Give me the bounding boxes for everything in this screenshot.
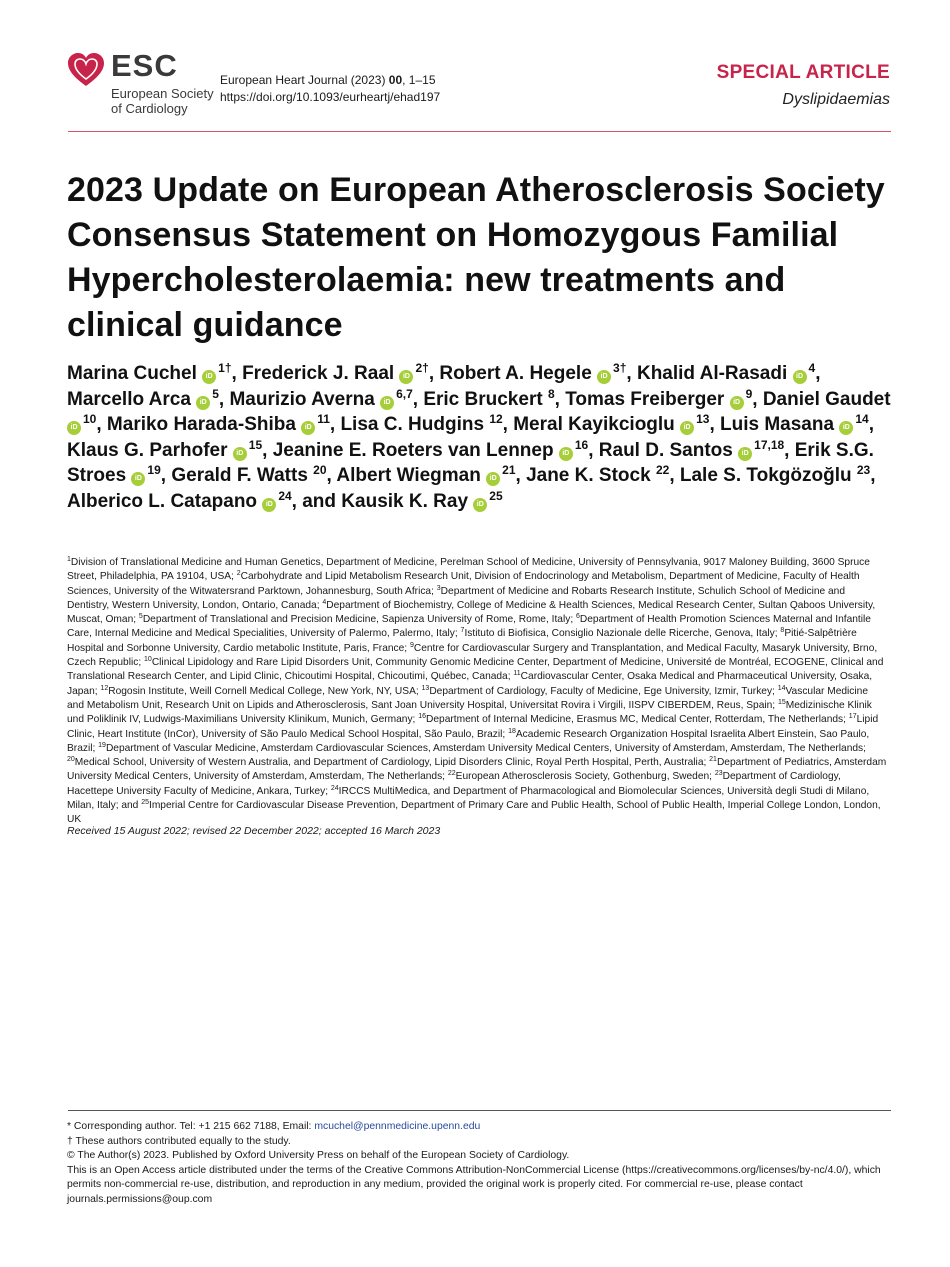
affiliation-text: Medizinische Klinik und Poliklinik IV, Ludwigs-Maximilians University Klinikum, Munich, Germany; — [67, 699, 872, 726]
received-dates: Received 15 August 2022; revised 22 December 2022; accepted 16 March 2023 — [67, 825, 441, 837]
orcid-icon[interactable]: iD — [559, 447, 573, 461]
esc-heart-logo-icon — [67, 52, 105, 88]
affiliation-text: Istituto di Biofisica, Consiglio Nazionale delle Ricerche, Genova, Italy; — [464, 628, 781, 640]
affiliation-text: Rogosin Institute, Weill Cornell Medical College, New York, NY, USA; — [108, 685, 422, 697]
affiliation-number: 21 — [709, 756, 717, 764]
affiliation-number: 13 — [421, 684, 430, 692]
affiliation-number: 9 — [409, 641, 414, 649]
affiliation-text: Department of Cardiology, Faculty of Medicine, Ege University, Izmir, Turkey; — [429, 685, 778, 697]
author-affiliation-marker: 13 — [696, 412, 710, 426]
affiliation-number: 3 — [436, 584, 441, 592]
header-divider — [68, 131, 891, 132]
affiliation-number: 8 — [780, 627, 785, 635]
author-affiliation-marker: 25 — [489, 488, 503, 503]
affiliation-text: Carbohydrate and Lipid Metabolism Research Unit, Division of Endocrinology and Metabolism, Department of Medicine, Faculty of Health Sciences, University of the Witwatersrand Parktown, Johannesburg, South Africa; — [67, 571, 860, 597]
author-entry: Tomas Freiberger $iD^9$, — [565, 386, 763, 410]
author-name: Marina Cuchel — [67, 363, 203, 384]
affiliation-text: Vascular Medicine and Metabolism Unit, Research Unit on Lipids and Atherosclerosis, Sant Joan University Hospital, Universitat Rovira i Virgili, IISPV CIBERDEM, Reus, Spain; — [67, 685, 868, 711]
author-name: Klaus G. Parhofer — [67, 439, 233, 461]
equal-contribution-note: † These authors contributed equally to the study. — [67, 1135, 291, 1147]
author-name: Jeanine E. Roeters van Lennep — [272, 439, 559, 461]
author-entry: Daniel Gaudet $iD^{10}$, — [67, 389, 891, 436]
orcid-icon[interactable]: iD — [730, 396, 744, 410]
author-affiliation-marker: 3† — [613, 361, 627, 375]
orcid-icon[interactable]: iD — [793, 370, 807, 384]
author-name: Khalid Al-Rasadi — [636, 363, 793, 384]
author-name: Luis Masana — [720, 414, 840, 435]
affiliation-number: 24 — [330, 784, 339, 792]
author-entry: Khalid Al-Rasadi $iD^4$, — [636, 361, 821, 384]
author-name: Alberico L. Catapano — [67, 490, 263, 512]
author-name: Daniel Gaudet — [762, 388, 891, 410]
affiliation-text: Division of Translational Medicine and Human Genetics, Department of Medicine, Perelman School of Medicine, University of Pennsylvania, 9017 Maloney Building, 3600 Spruce Street, Philadelphia, PA 19104, USA; — [67, 557, 870, 583]
orcid-icon[interactable]: iD — [67, 421, 81, 435]
email-link[interactable]: mcuchel@pennmedicine.upenn.edu — [314, 1121, 481, 1132]
author-joiner: and — [302, 490, 342, 512]
author-name: Robert A. Hegele — [439, 363, 598, 384]
journal-citation: European Heart Journal (2023) 00, 1–15 https://doi.org/10.1093/eurheartj/ehad197 — [220, 73, 441, 104]
author-entry: Jeanine E. Roeters van Lennep $iD^{16}$, — [272, 437, 599, 461]
article-type-label: SPECIAL ARTICLE — [716, 62, 890, 83]
author-affiliation-marker: 12 — [489, 412, 503, 426]
orcid-icon[interactable]: iD — [202, 370, 216, 384]
author-name: Meral Kayikcioglu — [513, 414, 681, 435]
author-name: Mariko Harada-Shiba — [106, 414, 302, 435]
author-entry: Klaus G. Parhofer $iD^{15}$, — [67, 437, 273, 461]
affiliation-text: Clinical Lipidology and Rare Lipid Disorders Unit, Community Genomic Medicine Center, Department of Medicine, Université de Montréal, ECOGENE, Clinical and Translational Research Center, and Lipid Clinic, Chicoutimi Hospital, Chicoutimi, Québec, Canada; — [67, 657, 884, 683]
author-name: Kausik K. Ray — [341, 490, 474, 512]
author-entry: Robert A. Hegele $iD^{3\dagger}$, — [439, 361, 637, 384]
orcid-icon[interactable]: iD — [486, 472, 500, 486]
author-affiliation-marker: 22 — [655, 463, 670, 477]
esc-logo-subtitle: European Society of Cardiology — [111, 86, 214, 116]
author-entry — [302, 488, 503, 512]
author-entry: Frederick J. Raal $iD^{2\dagger}$, — [242, 361, 440, 384]
author-entry: Luis Masana $iD^{14}$, — [720, 412, 874, 435]
corresponding-author-note: * Corresponding author. Tel: +1 215 662 7188, Email: mcuchel@pennmedicine.upenn.edu — [67, 1121, 481, 1132]
affiliation-text: Department of Internal Medicine, Erasmus MC, Medical Center, Rotterdam, The Netherlands; — [426, 714, 849, 726]
author-list — [67, 361, 897, 514]
author-name: Tomas Freiberger — [565, 388, 730, 410]
author-entry: Marcello Arca $iD^5$, — [67, 386, 230, 410]
author-name: Jane K. Stock — [526, 465, 656, 486]
affiliation-number: 5 — [138, 613, 143, 621]
orcid-icon[interactable]: iD — [738, 447, 752, 461]
affiliation-text: European Atherosclerosis Society, Gothenburg, Sweden; — [455, 771, 715, 783]
affiliation-number: 10 — [144, 656, 152, 664]
affiliation-number: 12 — [100, 684, 109, 692]
author-name: Lisa C. Hudgins — [340, 414, 490, 435]
affiliation-number: 1 — [67, 556, 71, 563]
author-name: Erik S.G. Stroes — [67, 439, 874, 486]
affiliations — [67, 556, 887, 828]
orcid-icon[interactable]: iD — [262, 498, 276, 512]
orcid-icon[interactable]: iD — [473, 498, 487, 512]
affiliation-number: 20 — [67, 756, 75, 764]
author-affiliation-marker: 10 — [83, 412, 97, 426]
author-name: Gerald F. Watts — [171, 465, 314, 486]
affiliation-number: 15 — [777, 698, 786, 706]
author-entry: Lisa C. Hudgins $^{12}$, — [340, 412, 514, 435]
affiliation-number: 4 — [322, 598, 327, 606]
author-affiliation-marker: 9 — [745, 386, 753, 401]
affiliation-number: 11 — [513, 670, 521, 678]
affiliation-text: Centre for Cardiovascular Surgery and Transplantation, and Medical Faculty, Masaryk University, Brno, Czech Republic; — [67, 642, 878, 669]
copyright-note: © The Author(s) 2023. Published by Oxford University Press on behalf of the European Society of Cardiology. — [67, 1150, 570, 1161]
author-name: Marcello Arca — [67, 388, 197, 410]
author-affiliation-marker: 5 — [212, 386, 219, 401]
author-affiliation-marker: 19 — [147, 463, 161, 477]
orcid-icon[interactable]: iD — [380, 396, 394, 410]
author-entry: Meral Kayikcioglu $iD^{13}$, — [513, 412, 720, 435]
affiliation-text: Department of Pediatrics, Amsterdam University Medical Centers, University of Amsterdam, Amsterdam, The Netherlands; — [67, 757, 887, 783]
affiliation-number: 25 — [141, 799, 149, 807]
author-affiliation-marker: 6,7 — [396, 386, 413, 401]
affiliation-text: Department of Health Promotion Sciences Maternal and Infantile Care, Internal Medicine and Medical Specialities, University of Palermo, Palermo, Italy; — [67, 614, 871, 640]
author-entry: Lale S. Tokgözoğlu $^{23}$, — [679, 463, 876, 486]
affiliation-number: 23 — [714, 770, 723, 778]
author-affiliation-marker: 23 — [856, 463, 871, 477]
footer-divider — [68, 1110, 891, 1111]
orcid-icon[interactable]: iD — [233, 447, 247, 461]
affiliation-text: Lipid Clinic, Heart Institute (InCor), University of São Paulo Medical School Hospital, São Paulo, Brazil; — [67, 714, 879, 740]
orcid-icon[interactable]: iD — [196, 396, 210, 410]
affiliation-number: 7 — [460, 627, 465, 635]
orcid-icon[interactable]: iD — [597, 370, 611, 384]
author-entry: Mariko Harada-Shiba $iD^{11}$, — [106, 412, 341, 435]
affiliation-text: Medical School, University of Western Australia, and Department of Cardiology, Lipid Disorders Clinic, Royal Perth Hospital, Perth, Australia; — [74, 757, 710, 769]
affiliation-number: 22 — [447, 770, 456, 778]
author-name: Maurizio Averna — [229, 388, 381, 410]
author-entry: Erik S.G. Stroes $iD^{19}$, — [67, 439, 874, 486]
orcid-icon[interactable]: iD — [399, 370, 413, 384]
affiliation-number: 19 — [98, 741, 106, 749]
author-entry: Jane K. Stock $^{22}$, — [526, 463, 680, 486]
author-affiliation-marker: 15 — [248, 437, 263, 452]
footnotes — [67, 1120, 897, 1207]
author-affiliation-marker: 4 — [808, 361, 816, 375]
orcid-icon[interactable]: iD — [839, 421, 853, 435]
affiliation-number: 16 — [418, 713, 427, 721]
author-affiliation-marker: 24 — [278, 488, 292, 503]
affiliation-text: Pitié-Salpêtrière Hospital and Sorbonne University, Cardio metabolic Institute, Paris, France; — [67, 628, 857, 654]
author-affiliation-marker: 2† — [415, 361, 429, 375]
affiliation-number: 6 — [575, 613, 580, 621]
orcid-icon[interactable]: iD — [680, 421, 694, 435]
affiliation-text: Department of Medicine and Robarts Research Institute, Schulich School of Medicine and Dentistry, Western University, London, Ontario, Canada; — [67, 585, 845, 611]
affiliation-text: Academic Research Organization Hospital Israelita Albert Einstein, Sao Paulo, Brazil; — [67, 728, 870, 754]
orcid-icon[interactable]: iD — [131, 472, 145, 486]
author-name: Raul D. Santos — [598, 439, 739, 461]
author-affiliation-marker: 17,18 — [754, 437, 785, 452]
affiliation-text: Cardiovascular Center, Osaka Medical and Pharmaceutical University, Osaka, Japan; — [67, 671, 873, 697]
doi-link[interactable]: https://doi.org/10.1093/eurheartj/ehad197 — [220, 90, 441, 104]
author-entry: Maurizio Averna iD$^{6,7}$, — [229, 386, 424, 410]
affiliation-number: 18 — [508, 727, 516, 735]
affiliation-text: Department of Vascular Medicine, Amsterdam Cardiovascular Sciences, Amsterdam University Medical Centers, University of Amsterdam, Amsterdam, The Netherlands; — [105, 742, 866, 754]
author-affiliation-marker: 14 — [855, 412, 869, 426]
author-entry: Raul D. Santos iD$^{17,18}$, — [598, 437, 795, 461]
author-name: Eric Bruckert — [423, 388, 548, 410]
author-entry: Marina Cuchel $iD^{1\dagger}$, — [67, 361, 243, 384]
author-name: Albert Wiegman — [336, 465, 487, 486]
author-affiliation-marker: 20 — [313, 463, 327, 477]
author-entry: Gerald F. Watts $^{20}$, — [171, 463, 337, 486]
author-affiliation-marker: 16 — [574, 437, 589, 452]
author-entry: Albert Wiegman $iD^{21}$, — [336, 463, 527, 486]
license-note: This is an Open Access article distributed under the terms of the Creative Commons Attribution-NonCommercial License (https://creativecommons.org/licenses/by-nc/4.0/), which permits non-commercial re-use, distribution, and reproduction in any medium, provided the original work is properly cited. For commercial re-use, please contact journals.permissions@oup.com — [67, 1164, 881, 1205]
author-affiliation-marker: 21 — [502, 463, 516, 477]
affiliation-text: Department of Cardiology, Hacettepe University Faculty of Medicine, Ankara, Turkey; — [67, 771, 841, 797]
author-entry: Alberico L. Catapano $iD^{24}$, — [67, 488, 303, 512]
author-affiliation-marker: 11 — [317, 412, 330, 426]
author-entry: Eric Bruckert $^8$, — [423, 386, 566, 410]
affiliation-text: Department of Translational and Precision Medicine, Sapienza University of Rome, Rome, Italy; — [142, 614, 576, 626]
affiliation-text: IRCCS MultiMedica, and Department of Pharmacological and Biomolecular Sciences, Università degli Studi di Milano, Milan, Italy; and — [67, 785, 870, 812]
article-topic: Dyslipidaemias — [782, 91, 890, 108]
article-title: 2023 Update on European Atherosclerosis Society Consensus Statement on Homozygous Familial Hypercholesterolaemia: new treatments and clinical guidance — [67, 171, 885, 344]
affiliation-number: 14 — [777, 684, 786, 692]
affiliation-number: 17 — [848, 713, 857, 721]
affiliation-text: Imperial Centre for Cardiovascular Disease Prevention, Department of Primary Care and Public Health, School of Public Health, Imperial College London, London, UK — [67, 800, 881, 826]
orcid-icon[interactable]: iD — [301, 421, 315, 435]
author-affiliation-marker: 8 — [547, 386, 555, 401]
author-affiliation-marker: 1† — [218, 361, 232, 375]
affiliation-number: 2 — [236, 570, 241, 578]
author-name: Lale S. Tokgözoğlu — [679, 465, 857, 486]
esc-logo-text: ESC — [111, 48, 178, 83]
author-name: Frederick J. Raal — [242, 363, 400, 384]
affiliation-text: Department of Biochemistry, College of Medicine & Health Sciences, Medical Research Center, Sultan Qaboos University, Muscat, Oman; — [67, 599, 876, 626]
